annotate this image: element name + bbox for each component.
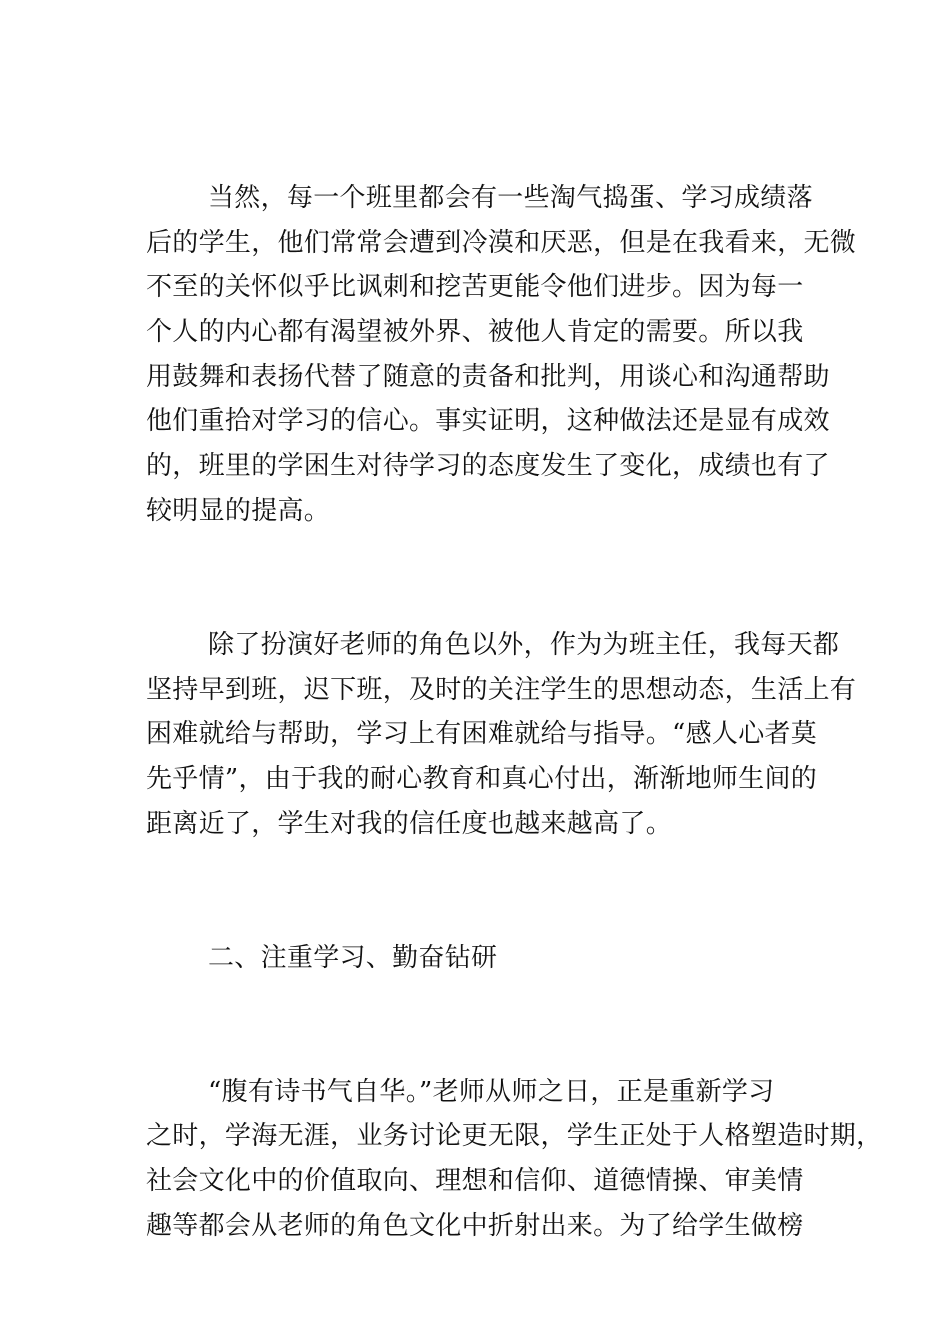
paragraph-line: 他们重拾对学习的信心。事实证明，这种做法还是显有成效 (146, 406, 830, 437)
paragraph-line: 先乎情”，由于我的耐心教育和真心付出，渐渐地师生间的 (146, 763, 818, 794)
paragraph-line: 用鼓舞和表扬代替了随意的责备和批判，用谈心和沟通帮助 (146, 361, 830, 392)
paragraph-line: 不至的关怀似乎比讽刺和挖苦更能令他们进步。因为每一 (146, 272, 804, 303)
paragraph-line: 除了扮演好老师的角色以外，作为为班主任，我每天都 (208, 629, 840, 660)
paragraph-classroom-care (146, 176, 857, 534)
paragraph-line: 坚持早到班，迟下班，及时的关注学生的思想动态，生活上有 (146, 674, 857, 705)
paragraph-line: 之时，学海无涯，业务讨论更无限，学生正处于人格塑造时期， (146, 1121, 883, 1152)
paragraph-line: 困难就给与帮助，学习上有困难就给与指导。“感人心者莫 (146, 719, 818, 750)
paragraph-line: 社会文化中的价值取向、理想和信仰、道德情操、审美情 (146, 1166, 804, 1197)
paragraph-spacer (146, 534, 810, 623)
paragraph-line: 个人的内心都有渴望被外界、被他人肯定的需要。所以我 (146, 317, 804, 348)
paragraph-line: 当然，每一个班里都会有一些淘气捣蛋、学习成绩落 (208, 183, 813, 213)
paragraph-study-diligence (146, 1070, 883, 1249)
paragraph-line: “腹有诗书气自华。”老师从师之日，正是重新学习 (208, 1076, 775, 1107)
paragraph-spacer (146, 980, 810, 1069)
paragraph-line: 较明显的提高。 (146, 495, 331, 526)
paragraph-line: 距离近了，学生对我的信任度也越来越高了。 (146, 808, 673, 839)
paragraph-line: 的，班里的学困生对待学习的态度发生了变化，成绩也有了 (146, 451, 830, 482)
paragraph-spacer (146, 846, 810, 935)
paragraph-line: 后的学生，他们常常会遭到冷漠和厌恶，但是在我看来，无微 (146, 227, 857, 258)
section-heading: 二、注重学习、勤奋钻研 (208, 942, 498, 973)
paragraph-line: 趣等都会从老师的角色文化中折射出来。为了给学生做榜 (146, 1210, 804, 1241)
document-body (146, 176, 883, 1249)
paragraph-head-teacher-role (146, 623, 857, 846)
